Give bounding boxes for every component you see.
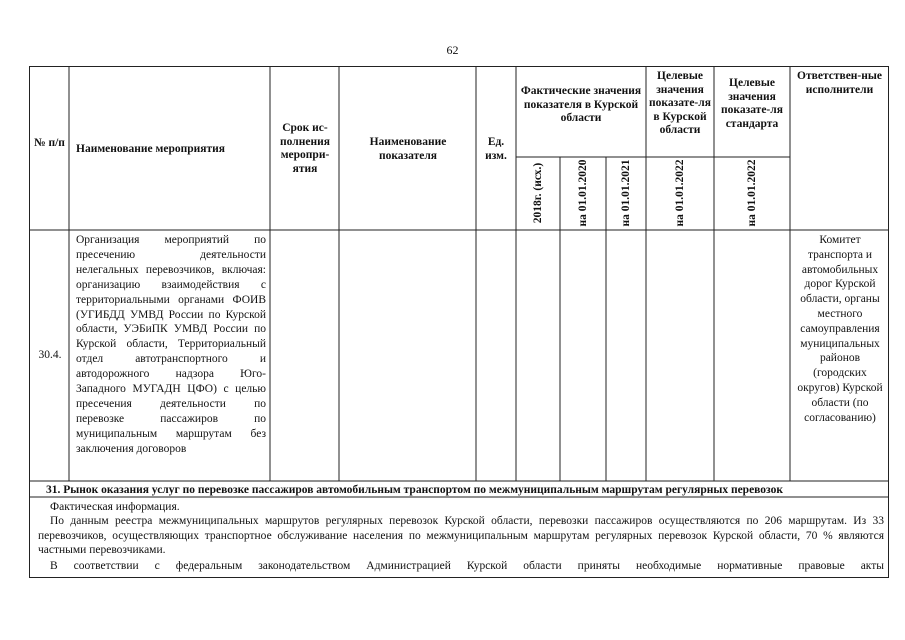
header-unit: Ед. изм. <box>485 136 507 162</box>
subheader-2022-standard: на 01.01.2022 <box>746 159 758 227</box>
paragraph-fact-info: Фактическая информация. <box>50 501 180 513</box>
section-heading: 31. Рынок оказания услуг по перевозке пассажиров автомобильным транспортом по межмуниципальным маршрутам регулярных перевозок <box>46 484 783 496</box>
row-event-description: Организация мероприятий по пресечению деятельности нелегальных перевозчиков, включая: организацию взаимодействия с территориальными органами ФОИВ (УГИБДД УМВД России по Курской области, УЭБиПК УМВД России по Курской области, Территориальный отдел автотранспортного и автодорожного надзора Юго-Западного МУГАДН ЦФО) с целью пресечения деятельности по перевозке пассажиров по муниципальным маршрутам без заключения договоров <box>76 234 266 455</box>
header-deadline: Срок ис-полнения меропри-ятия <box>280 122 330 175</box>
subheader-2021: на 01.01.2021 <box>620 159 632 227</box>
header-num: № п/п <box>34 137 65 149</box>
page-number: 62 <box>446 43 459 57</box>
row-number: 30.4. <box>38 349 62 361</box>
header-indicator-name: Наименование показателя <box>369 136 447 162</box>
paragraph-legislation: В соответствии с федеральным законодательством Администрацией Курской области приняты необходимые нормативные правовые акты <box>50 560 884 572</box>
header-actual-values: Фактические значения показателя в Курской области <box>520 85 642 124</box>
subheader-2022-target: на 01.01.2022 <box>674 159 686 227</box>
paragraph-registry: По данным реестра межмуниципальных маршрутов регулярных перевозок Курской области, перевозки пассажиров осуществляются по 206 маршрутам. Из 33 перевозчиков, осуществляющих транспортное обслуживание населения по межмуниципальным маршрутам регулярных перевозок Курской области, 70 % являются частными перевозчиками. <box>38 515 884 556</box>
subheader-2018: 2018г. (исх.) <box>532 162 544 224</box>
header-event-name: Наименование мероприятия <box>76 143 225 155</box>
header-target-values-standard: Целевые значения показате-ля стандарта <box>721 77 783 130</box>
header-responsible: Ответствен-ные исполнители <box>797 70 882 96</box>
subheader-2020: на 01.01.2020 <box>577 159 589 227</box>
header-target-values-region: Целевые значения показате-ля в Курской области <box>649 70 711 136</box>
row-responsible: Комитет транспорта и автомобильных дорог Курской области, органы местного самоуправления муниципальных районов (городских округов) Курской области (по согласованию) <box>797 234 883 424</box>
